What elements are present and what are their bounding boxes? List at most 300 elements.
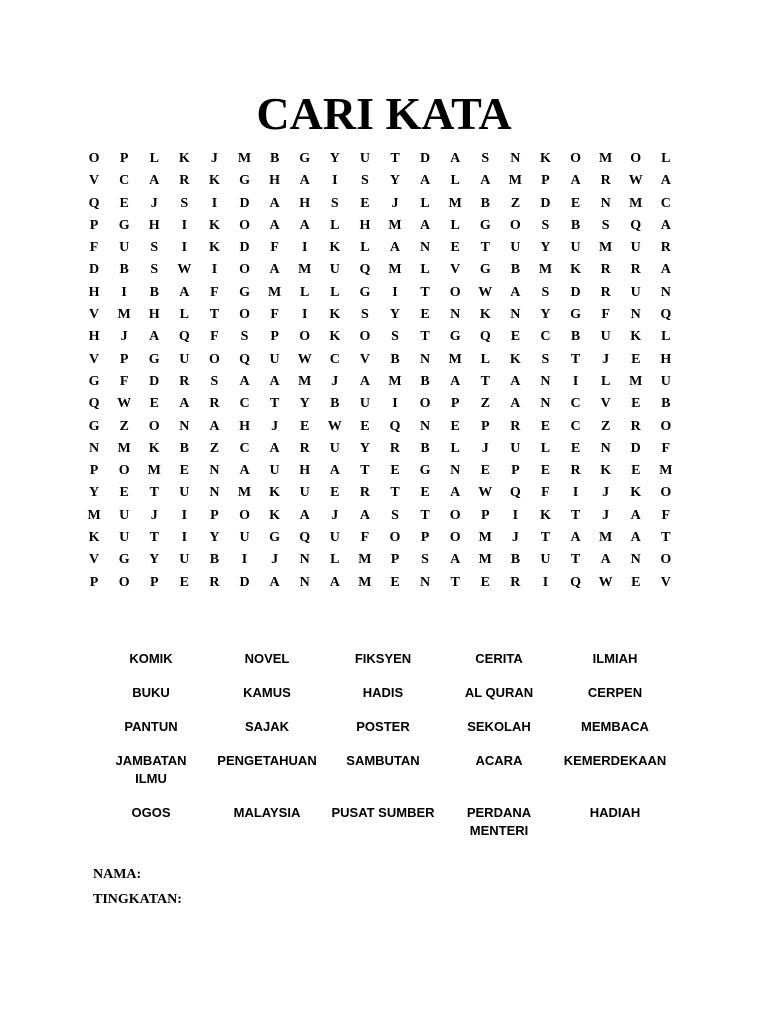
grid-cell: B: [510, 552, 521, 568]
word-item: HADIS: [362, 685, 404, 700]
tingkatan-label: TINGKATAN:: [93, 892, 182, 907]
grid-cell: A: [299, 507, 310, 523]
grid-cell: N: [630, 307, 641, 323]
grid-cell: D: [630, 440, 641, 456]
grid-cell: V: [88, 173, 100, 189]
grid-cell: V: [359, 351, 370, 367]
grid-cell: O: [509, 217, 521, 233]
grid-cell: D: [540, 195, 551, 211]
grid-cell: K: [269, 485, 281, 501]
grid-cell: H: [660, 351, 672, 367]
grid-cell: N: [88, 440, 100, 456]
grid-cell: T: [450, 574, 460, 590]
grid-cell: P: [89, 463, 99, 479]
grid-cell: Y: [88, 485, 100, 501]
grid-cell: Z: [119, 418, 129, 434]
page-title: CARI KATA: [256, 88, 512, 139]
grid-cell: O: [660, 485, 672, 501]
grid-cell: C: [540, 329, 551, 345]
grid-cell: N: [600, 440, 611, 456]
grid-cell: U: [269, 463, 280, 479]
grid-cell: C: [329, 351, 340, 367]
grid-cell: N: [420, 240, 431, 256]
grid-cell: A: [450, 373, 461, 389]
grid-cell: P: [89, 217, 99, 233]
grid-cell: V: [88, 552, 100, 568]
grid-cell: A: [149, 329, 160, 345]
grid-cell: N: [420, 351, 431, 367]
grid-cell: J: [391, 195, 399, 211]
grid-cell: Y: [329, 151, 340, 166]
grid-cell: G: [239, 284, 250, 300]
grid-cell: N: [600, 195, 611, 211]
grid-cell: P: [390, 552, 400, 568]
grid-cell: N: [630, 552, 641, 568]
grid-cell: U: [359, 396, 370, 412]
grid-cell: O: [239, 507, 250, 523]
grid-cell: R: [359, 485, 370, 501]
grid-cell: C: [660, 195, 671, 211]
grid-cell: S: [391, 507, 399, 523]
grid-cell: J: [150, 507, 158, 523]
grid-cell: U: [239, 530, 250, 546]
grid-cell: K: [269, 507, 281, 523]
grid-cell: E: [450, 240, 460, 256]
grid-cell: Y: [209, 530, 220, 546]
grid-cell: S: [421, 552, 429, 568]
grid-cell: A: [269, 440, 280, 456]
grid-cell: M: [508, 173, 522, 189]
grid-cell: V: [600, 396, 611, 412]
grid-cell: I: [572, 485, 579, 501]
word-list: [93, 650, 673, 856]
grid-cell: B: [209, 552, 220, 568]
grid-cell: Q: [239, 351, 250, 367]
grid-cell: J: [602, 507, 610, 523]
grid-cell: O: [239, 262, 250, 278]
grid-cell: I: [392, 284, 398, 300]
grid-cell: U: [540, 552, 551, 568]
grid-cell: M: [268, 284, 282, 300]
grid-cell: B: [570, 217, 581, 233]
grid-cell: O: [359, 329, 371, 345]
grid-cell: B: [119, 262, 129, 278]
grid-cell: A: [510, 284, 521, 300]
grid-cell: V: [450, 262, 461, 278]
grid-cell: Y: [359, 440, 370, 456]
grid-cell: L: [149, 151, 159, 166]
grid-cell: G: [570, 307, 581, 323]
grid-cell: B: [149, 284, 159, 300]
word-item: AL QURAN: [464, 685, 534, 700]
grid-cell: S: [481, 151, 490, 166]
grid-cell: I: [301, 240, 308, 256]
grid-cell: Y: [389, 173, 401, 189]
grid-cell: G: [88, 418, 100, 434]
grid-cell: A: [179, 284, 190, 300]
grid-cell: Y: [540, 307, 551, 323]
grid-cell: U: [119, 240, 130, 256]
grid-cell: B: [510, 262, 521, 278]
grid-cell: H: [88, 329, 100, 345]
grid-cell: E: [631, 351, 641, 367]
grid-cell: U: [119, 507, 130, 523]
grid-cell: U: [329, 530, 340, 546]
grid-cell: I: [121, 284, 127, 300]
grid-cell: Q: [88, 195, 100, 211]
grid-cell: D: [239, 240, 250, 256]
grid-cell: I: [241, 552, 248, 568]
grid-cell: B: [330, 396, 340, 412]
grid-cell: B: [661, 396, 671, 412]
grid-cell: A: [149, 173, 160, 189]
grid-cell: C: [570, 396, 581, 412]
grid-cell: Q: [630, 217, 642, 233]
grid-cell: M: [538, 262, 553, 278]
grid-cell: L: [540, 440, 551, 456]
grid-cell: R: [510, 418, 521, 434]
grid-cell: A: [239, 373, 250, 389]
grid-cell: T: [661, 530, 671, 546]
word-item: OGOS: [131, 805, 171, 820]
grid-cell: E: [360, 418, 370, 434]
grid-cell: V: [88, 307, 100, 323]
grid-cell: H: [299, 463, 311, 479]
grid-cell: A: [269, 217, 280, 233]
grid-cell: T: [269, 396, 280, 412]
grid-cell: B: [179, 440, 189, 456]
grid-cell: S: [541, 217, 550, 233]
word-item: NOVEL: [244, 651, 290, 666]
grid-cell: R: [179, 373, 190, 389]
grid-cell: Y: [149, 552, 160, 568]
grid-cell: L: [179, 307, 189, 323]
grid-cell: N: [660, 284, 671, 300]
grid-cell: Q: [88, 396, 100, 412]
grid-cell: P: [541, 173, 550, 189]
grid-cell: G: [479, 262, 491, 278]
grid-cell: H: [299, 195, 311, 211]
grid-cell: G: [239, 173, 250, 189]
grid-cell: F: [661, 507, 671, 523]
grid-cell: R: [660, 240, 671, 256]
grid-cell: L: [420, 262, 430, 278]
grid-cell: M: [629, 195, 643, 211]
word-item: JAMBATAN ILMU: [115, 753, 187, 786]
grid-cell: G: [419, 463, 431, 479]
grid-cell: T: [390, 151, 400, 166]
grid-cell: G: [359, 284, 371, 300]
grid-cell: Z: [600, 418, 611, 434]
grid-cell: A: [570, 530, 581, 546]
grid-cell: M: [358, 552, 372, 568]
grid-cell: A: [450, 485, 461, 501]
grid-cell: C: [119, 173, 130, 189]
grid-cell: T: [149, 485, 159, 501]
grid-cell: N: [420, 418, 431, 434]
grid-cell: A: [660, 217, 671, 233]
grid-cell: E: [119, 195, 129, 211]
grid-cell: A: [299, 217, 310, 233]
grid-cell: Y: [299, 396, 310, 412]
grid-cell: R: [600, 284, 611, 300]
grid-cell: A: [600, 552, 611, 568]
grid-cell: O: [88, 151, 100, 166]
grid-cell: W: [177, 262, 192, 278]
grid-cell: M: [448, 195, 462, 211]
grid-cell: N: [420, 574, 431, 590]
grid-cell: U: [329, 262, 340, 278]
grid-cell: B: [420, 440, 430, 456]
grid-cell: N: [540, 373, 551, 389]
word-item: POSTER: [356, 719, 410, 734]
grid-cell: S: [360, 307, 369, 323]
grid-cell: I: [542, 574, 549, 590]
grid-cell: C: [570, 418, 581, 434]
grid-cell: K: [540, 507, 551, 523]
grid-cell: E: [300, 418, 310, 434]
grid-cell: E: [360, 195, 370, 211]
grid-cell: W: [478, 284, 493, 300]
grid-cell: A: [420, 173, 431, 189]
grid-cell: J: [120, 329, 128, 345]
grid-cell: G: [118, 217, 130, 233]
grid-cell: K: [208, 217, 220, 233]
grid-cell: I: [181, 217, 188, 233]
grid-cell: M: [298, 262, 312, 278]
grid-cell: M: [388, 262, 402, 278]
grid-cell: P: [210, 507, 219, 523]
grid-cell: P: [480, 507, 490, 523]
word-item: KAMUS: [243, 685, 291, 700]
grid-cell: U: [510, 240, 521, 256]
grid-cell: N: [209, 463, 220, 479]
grid-cell: R: [209, 396, 220, 412]
grid-cell: N: [510, 307, 521, 323]
grid-cell: H: [88, 284, 100, 300]
grid-cell: M: [599, 240, 613, 256]
grid-cell: A: [209, 418, 220, 434]
grid-cell: Q: [479, 329, 491, 345]
grid-cell: A: [329, 463, 340, 479]
grid-cell: E: [179, 574, 189, 590]
grid-cell: T: [420, 507, 430, 523]
grid-cell: D: [239, 195, 250, 211]
grid-cell: T: [570, 351, 581, 367]
grid-cell: B: [480, 195, 490, 211]
grid-cell: E: [330, 485, 340, 501]
grid-cell: T: [540, 530, 551, 546]
grid-cell: M: [478, 530, 492, 546]
grid-cell: Q: [509, 485, 521, 501]
grid-cell: Z: [209, 440, 220, 456]
grid-cell: I: [211, 262, 218, 278]
grid-cell: M: [117, 440, 131, 456]
grid-cell: A: [630, 507, 641, 523]
grid-cell: L: [600, 373, 611, 389]
grid-cell: N: [179, 418, 190, 434]
grid-cell: J: [150, 195, 158, 211]
grid-cell: W: [478, 485, 493, 501]
grid-cell: U: [179, 552, 190, 568]
grid-cell: M: [117, 307, 131, 323]
grid-cell: U: [630, 284, 641, 300]
grid-cell: O: [660, 552, 672, 568]
grid-cell: S: [601, 217, 610, 233]
grid-cell: A: [450, 151, 461, 166]
grid-cell: L: [450, 217, 460, 233]
grid-cell: E: [390, 574, 400, 590]
grid-cell: K: [540, 151, 551, 166]
grid-cell: K: [509, 351, 521, 367]
word-item: KOMIK: [129, 651, 173, 666]
grid-cell: O: [118, 574, 130, 590]
grid-cell: E: [390, 463, 400, 479]
grid-cell: N: [209, 485, 220, 501]
grid-cell: E: [420, 307, 430, 323]
grid-cell: O: [389, 530, 401, 546]
grid-cell: E: [631, 574, 641, 590]
grid-cell: F: [661, 440, 671, 456]
grid-cell: E: [179, 463, 189, 479]
grid-cell: I: [181, 530, 188, 546]
grid-cell: L: [300, 284, 310, 300]
grid-cell: R: [510, 574, 521, 590]
grid-cell: M: [448, 351, 462, 367]
grid-cell: I: [332, 173, 338, 189]
grid-cell: U: [119, 530, 130, 546]
grid-cell: T: [420, 329, 430, 345]
grid-cell: E: [450, 418, 460, 434]
word-item: CERITA: [475, 651, 523, 666]
grid-cell: U: [359, 151, 370, 166]
grid-cell: I: [512, 507, 519, 523]
grid-cell: O: [239, 217, 250, 233]
grid-cell: F: [541, 485, 550, 501]
grid-cell: R: [600, 173, 611, 189]
grid-cell: L: [661, 329, 671, 345]
grid-cell: F: [119, 373, 129, 389]
grid-cell: T: [390, 485, 400, 501]
grid-cell: K: [570, 262, 581, 278]
grid-cell: Q: [389, 418, 401, 434]
grid-cell: L: [450, 173, 460, 189]
word-item: FIKSYEN: [354, 651, 412, 666]
grid-cell: L: [661, 151, 671, 166]
grid-cell: D: [149, 373, 160, 389]
grid-cell: A: [630, 530, 641, 546]
grid-cell: O: [419, 396, 431, 412]
grid-cell: U: [660, 373, 671, 389]
grid-cell: A: [660, 262, 671, 278]
grid-cell: A: [480, 173, 491, 189]
grid-cell: K: [329, 307, 341, 323]
grid-cell: W: [628, 173, 643, 189]
grid-cell: A: [179, 396, 190, 412]
grid-cell: A: [359, 373, 370, 389]
grid-cell: W: [327, 418, 342, 434]
grid-cell: A: [269, 373, 280, 389]
grid-cell: S: [150, 240, 159, 256]
nama-label: NAMA:: [93, 867, 142, 882]
grid-cell: F: [270, 240, 279, 256]
grid-cell: F: [270, 307, 279, 323]
grid-cell: A: [299, 173, 310, 189]
grid-cell: Z: [510, 195, 521, 211]
grid-cell: A: [269, 262, 280, 278]
grid-cell: R: [570, 463, 581, 479]
word-item: SAMBUTAN: [346, 753, 420, 768]
word-item: KEMERDEKAAN: [563, 753, 667, 768]
grid-cell: B: [269, 151, 280, 166]
word-item: SEKOLAH: [467, 719, 531, 734]
word-item: MEMBACA: [581, 719, 649, 734]
grid-cell: L: [330, 217, 340, 233]
grid-cell: E: [631, 463, 641, 479]
word-item: PUSAT SUMBER: [331, 805, 435, 820]
grid-cell: G: [269, 530, 281, 546]
grid-cell: P: [149, 574, 159, 590]
grid-cell: T: [360, 463, 370, 479]
word-item: CERPEN: [587, 685, 643, 700]
grid-cell: M: [298, 373, 312, 389]
word-item: PANTUN: [124, 719, 178, 734]
grid-cell: F: [601, 307, 610, 323]
grid-cell: J: [511, 530, 519, 546]
grid-cell: P: [119, 151, 129, 166]
grid-cell: J: [210, 151, 218, 166]
grid-cell: E: [540, 418, 551, 434]
grid-cell: A: [510, 373, 521, 389]
grid-cell: U: [269, 351, 280, 367]
grid-cell: D: [88, 262, 100, 278]
grid-cell: O: [449, 507, 461, 523]
grid-cell: G: [148, 351, 160, 367]
grid-cell: H: [359, 217, 371, 233]
grid-cell: Q: [178, 329, 190, 345]
grid-cell: D: [239, 574, 250, 590]
grid-cell: K: [600, 463, 612, 479]
grid-cell: R: [630, 262, 641, 278]
grid-cell: U: [630, 240, 641, 256]
grid-cell: A: [269, 574, 280, 590]
grid-cell: P: [89, 574, 99, 590]
grid-cell: A: [389, 240, 401, 256]
grid-cell: A: [510, 396, 521, 412]
grid-cell: I: [181, 240, 188, 256]
grid-cell: O: [449, 530, 461, 546]
grid-cell: M: [599, 151, 613, 166]
grid-cell: K: [329, 329, 341, 345]
grid-cell: H: [148, 307, 160, 323]
grid-cell: J: [331, 373, 339, 389]
grid-cell: H: [269, 173, 281, 189]
grid-cell: O: [570, 151, 581, 166]
grid-cell: F: [89, 240, 99, 256]
grid-cell: K: [148, 440, 160, 456]
grid-cell: E: [420, 485, 430, 501]
grid-cell: E: [570, 440, 581, 456]
grid-cell: M: [629, 373, 643, 389]
grid-cell: G: [299, 151, 311, 166]
grid-cell: Q: [299, 530, 311, 546]
grid-cell: E: [570, 195, 581, 211]
grid-cell: P: [450, 396, 460, 412]
grid-cell: Y: [540, 240, 551, 256]
grid-cell: W: [297, 351, 312, 367]
grid-cell: U: [179, 351, 190, 367]
grid-cell: K: [208, 240, 220, 256]
